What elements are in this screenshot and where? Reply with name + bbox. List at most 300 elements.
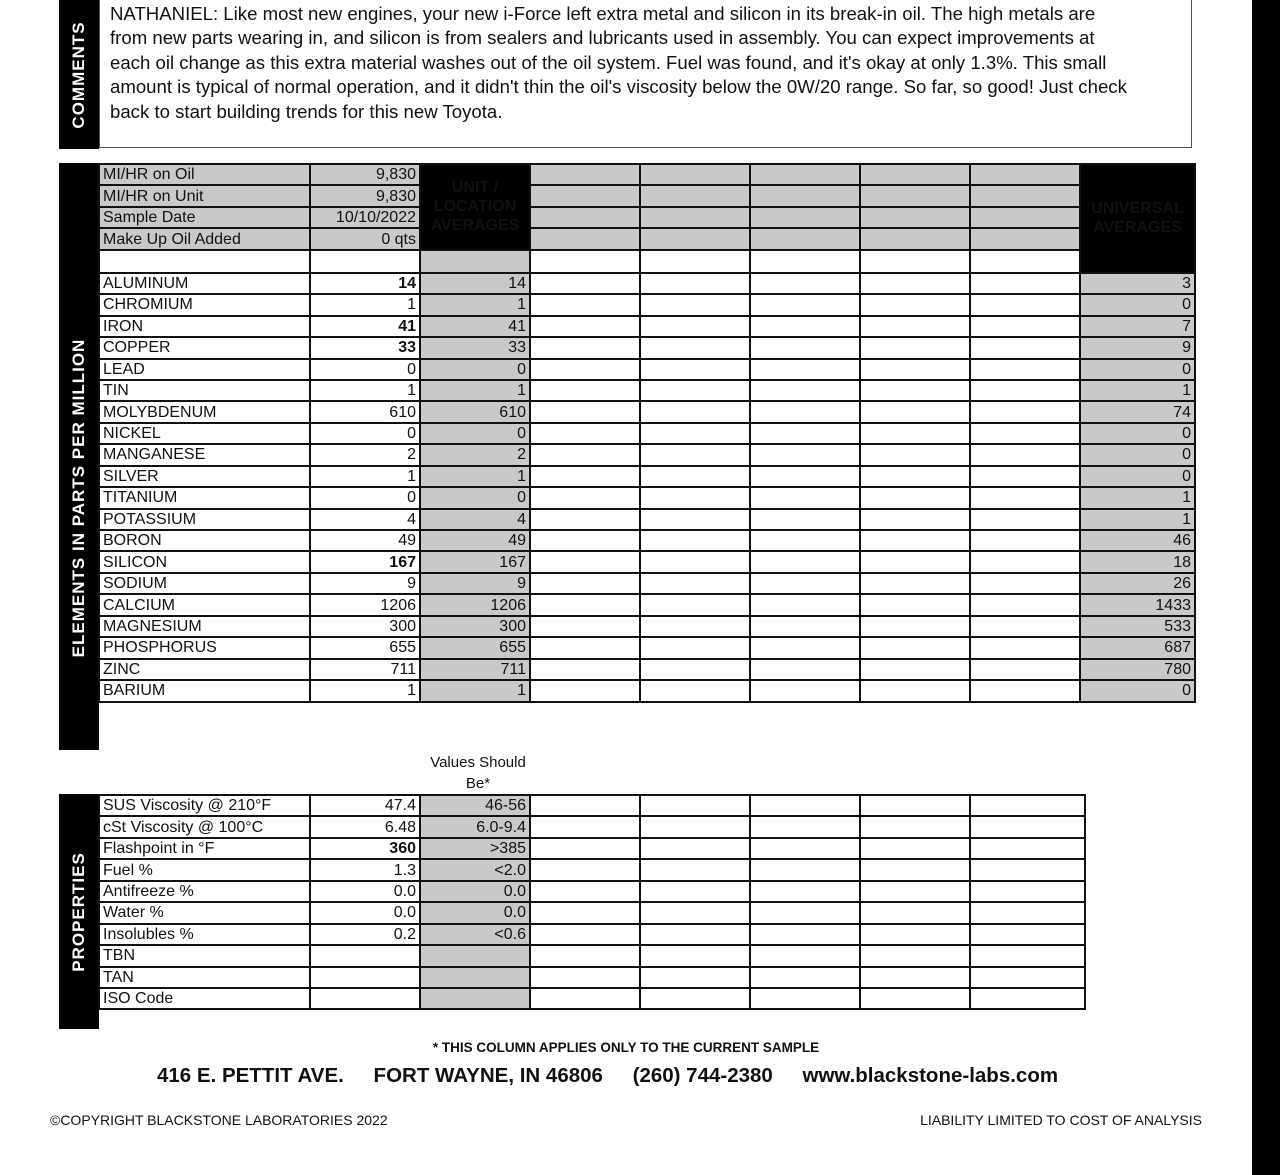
history-cell <box>640 924 750 945</box>
header-label: Sample Date <box>99 207 310 228</box>
property-value <box>310 967 420 988</box>
element-unit-average: 711 <box>420 659 530 680</box>
element-unit-average: 1206 <box>420 594 530 615</box>
element-row <box>99 316 1195 337</box>
history-cell <box>860 207 970 228</box>
history-cell <box>530 185 640 206</box>
property-name: TAN <box>99 967 310 988</box>
history-cell <box>970 594 1080 615</box>
history-cell <box>530 637 640 658</box>
element-value: 33 <box>310 337 420 358</box>
history-cell <box>860 530 970 551</box>
element-value: 610 <box>310 401 420 422</box>
element-name: CALCIUM <box>99 594 310 615</box>
website-link[interactable]: www.blackstone-labs.com <box>802 1064 1059 1087</box>
element-universal-average: 0 <box>1080 466 1195 487</box>
property-should-be: 6.0-9.4 <box>420 816 530 837</box>
history-cell <box>750 273 860 294</box>
element-universal-average: 0 <box>1080 423 1195 444</box>
element-row <box>99 551 1195 572</box>
history-cell <box>530 273 640 294</box>
property-row <box>99 988 1085 1009</box>
element-value: 1 <box>310 380 420 401</box>
history-cell <box>860 337 970 358</box>
history-cell <box>860 838 970 859</box>
history-cell <box>640 228 750 249</box>
history-cell <box>750 659 860 680</box>
history-cell <box>860 816 970 837</box>
history-cell <box>530 924 640 945</box>
history-cell <box>750 380 860 401</box>
history-cell <box>640 616 750 637</box>
history-cell <box>970 444 1080 465</box>
history-cell <box>970 988 1085 1009</box>
element-row <box>99 423 1195 444</box>
element-name: CHROMIUM <box>99 294 310 315</box>
element-unit-average: 167 <box>420 551 530 572</box>
element-row <box>99 530 1195 551</box>
history-cell <box>530 594 640 615</box>
element-universal-average: 533 <box>1080 616 1195 637</box>
element-unit-average: 2 <box>420 444 530 465</box>
properties-table <box>98 794 1086 1010</box>
element-universal-average: 0 <box>1080 294 1195 315</box>
element-value: 300 <box>310 616 420 637</box>
property-row <box>99 945 1085 966</box>
history-cell <box>970 659 1080 680</box>
property-row <box>99 838 1085 859</box>
history-cell <box>970 816 1085 837</box>
property-value <box>310 945 420 966</box>
history-cell <box>860 509 970 530</box>
history-cell <box>750 316 860 337</box>
element-row <box>99 337 1195 358</box>
history-cell <box>640 316 750 337</box>
property-value: 0.2 <box>310 924 420 945</box>
element-name: MANGANESE <box>99 444 310 465</box>
elements-table <box>98 163 1196 703</box>
history-cell <box>530 988 640 1009</box>
element-unit-average: 41 <box>420 316 530 337</box>
element-universal-average: 1 <box>1080 509 1195 530</box>
history-cell <box>860 659 970 680</box>
spacer-cell <box>310 250 420 273</box>
element-row <box>99 380 1195 401</box>
history-cell <box>640 337 750 358</box>
element-row <box>99 401 1195 422</box>
element-value: 0 <box>310 423 420 444</box>
history-cell <box>750 988 860 1009</box>
element-value: 2 <box>310 444 420 465</box>
element-name: SODIUM <box>99 573 310 594</box>
property-should-be <box>420 967 530 988</box>
history-cell <box>970 859 1085 880</box>
header-label: MI/HR on Unit <box>99 185 310 206</box>
property-should-be: 0.0 <box>420 902 530 923</box>
property-value: 47.4 <box>310 795 420 816</box>
history-cell <box>860 967 970 988</box>
element-name: ALUMINUM <box>99 273 310 294</box>
property-name: Fuel % <box>99 859 310 880</box>
property-name: Antifreeze % <box>99 881 310 902</box>
history-cell <box>530 616 640 637</box>
history-cell <box>750 530 860 551</box>
history-cell <box>640 573 750 594</box>
property-value: 0.0 <box>310 902 420 923</box>
element-value: 0 <box>310 359 420 380</box>
history-cell <box>530 294 640 315</box>
history-cell <box>640 594 750 615</box>
history-cell <box>640 164 750 185</box>
property-value: 360 <box>310 838 420 859</box>
history-cell <box>750 945 860 966</box>
history-cell <box>640 359 750 380</box>
element-name: MOLYBDENUM <box>99 401 310 422</box>
history-cell <box>750 795 860 816</box>
history-cell <box>750 573 860 594</box>
history-cell <box>750 838 860 859</box>
element-row <box>99 509 1195 530</box>
element-name: BARIUM <box>99 680 310 701</box>
history-cell <box>640 881 750 902</box>
history-cell <box>640 859 750 880</box>
history-cell <box>530 967 640 988</box>
history-cell <box>860 945 970 966</box>
header-row <box>99 185 1195 206</box>
history-cell <box>530 551 640 572</box>
history-cell <box>860 164 970 185</box>
element-unit-average: 1 <box>420 380 530 401</box>
element-value: 1 <box>310 466 420 487</box>
history-cell <box>640 207 750 228</box>
elements-sidebar <box>59 163 99 750</box>
history-cell <box>860 444 970 465</box>
history-cell <box>530 316 640 337</box>
element-unit-average: 1 <box>420 680 530 701</box>
history-cell <box>970 551 1080 572</box>
history-cell <box>970 530 1080 551</box>
elements-label: ELEMENTS IN PARTS PER MILLION <box>69 338 88 657</box>
history-cell <box>860 228 970 249</box>
history-cell <box>530 487 640 508</box>
history-cell <box>530 207 640 228</box>
property-should-be <box>420 945 530 966</box>
element-value: 1206 <box>310 594 420 615</box>
element-universal-average: 780 <box>1080 659 1195 680</box>
history-cell <box>750 859 860 880</box>
history-cell <box>750 680 860 701</box>
history-cell <box>970 616 1080 637</box>
history-cell <box>530 530 640 551</box>
history-cell <box>640 273 750 294</box>
element-universal-average: 0 <box>1080 359 1195 380</box>
property-row <box>99 795 1085 816</box>
history-cell <box>970 228 1080 249</box>
spacer-cell <box>970 250 1080 273</box>
history-cell <box>530 659 640 680</box>
element-name: BORON <box>99 530 310 551</box>
element-name: TITANIUM <box>99 487 310 508</box>
history-cell <box>750 164 860 185</box>
element-unit-average: 33 <box>420 337 530 358</box>
spacer-cell <box>860 250 970 273</box>
history-cell <box>970 680 1080 701</box>
history-cell <box>530 380 640 401</box>
history-cell <box>530 444 640 465</box>
history-cell <box>750 924 860 945</box>
street-address: 416 E. PETTIT AVE. <box>157 1064 344 1087</box>
element-name: MAGNESIUM <box>99 616 310 637</box>
property-should-be: >385 <box>420 838 530 859</box>
history-cell <box>860 185 970 206</box>
history-cell <box>640 680 750 701</box>
history-cell <box>970 573 1080 594</box>
history-cell <box>530 423 640 444</box>
element-row <box>99 294 1195 315</box>
element-universal-average: 18 <box>1080 551 1195 572</box>
history-cell <box>860 573 970 594</box>
header-value: 10/10/2022 <box>310 207 420 228</box>
property-row <box>99 859 1085 880</box>
history-cell <box>860 316 970 337</box>
spacer-cell <box>750 250 860 273</box>
property-value: 0.0 <box>310 881 420 902</box>
element-universal-average: 1 <box>1080 487 1195 508</box>
history-cell <box>640 551 750 572</box>
element-universal-average: 3 <box>1080 273 1195 294</box>
element-name: LEAD <box>99 359 310 380</box>
history-cell <box>970 185 1080 206</box>
element-unit-average: 655 <box>420 637 530 658</box>
lab-address <box>157 1064 1058 1088</box>
history-cell <box>970 273 1080 294</box>
header-value: 9,830 <box>310 185 420 206</box>
history-cell <box>530 881 640 902</box>
property-name: TBN <box>99 945 310 966</box>
history-cell <box>640 945 750 966</box>
element-name: PHOSPHORUS <box>99 637 310 658</box>
element-row <box>99 680 1195 701</box>
property-name: SUS Viscosity @ 210°F <box>99 795 310 816</box>
history-cell <box>640 423 750 444</box>
element-universal-average: 7 <box>1080 316 1195 337</box>
property-row <box>99 902 1085 923</box>
history-cell <box>750 594 860 615</box>
history-cell <box>860 795 970 816</box>
history-cell <box>860 616 970 637</box>
element-unit-average: 0 <box>420 423 530 444</box>
element-unit-average: 14 <box>420 273 530 294</box>
element-value: 655 <box>310 637 420 658</box>
history-cell <box>970 423 1080 444</box>
history-cell <box>750 967 860 988</box>
property-name: Water % <box>99 902 310 923</box>
element-name: NICKEL <box>99 423 310 444</box>
history-cell <box>750 902 860 923</box>
history-cell <box>970 902 1085 923</box>
history-cell <box>530 945 640 966</box>
history-cell <box>860 359 970 380</box>
history-cell <box>970 945 1085 966</box>
comments-sidebar <box>59 0 99 149</box>
history-cell <box>750 509 860 530</box>
element-universal-average: 0 <box>1080 444 1195 465</box>
history-cell <box>640 838 750 859</box>
history-cell <box>860 924 970 945</box>
property-value: 1.3 <box>310 859 420 880</box>
history-cell <box>970 164 1080 185</box>
element-unit-average: 300 <box>420 616 530 637</box>
history-cell <box>640 487 750 508</box>
element-unit-average: 49 <box>420 530 530 551</box>
header-label: Make Up Oil Added <box>99 228 310 249</box>
element-unit-average: 0 <box>420 359 530 380</box>
element-unit-average: 4 <box>420 509 530 530</box>
history-cell <box>750 637 860 658</box>
history-cell <box>970 316 1080 337</box>
element-row <box>99 616 1195 637</box>
history-cell <box>970 838 1085 859</box>
history-cell <box>970 380 1080 401</box>
history-cell <box>750 816 860 837</box>
property-name: cSt Viscosity @ 100°C <box>99 816 310 837</box>
spacer-cell <box>99 250 310 273</box>
history-cell <box>860 273 970 294</box>
history-cell <box>860 487 970 508</box>
element-name: SILVER <box>99 466 310 487</box>
history-cell <box>860 380 970 401</box>
element-value: 9 <box>310 573 420 594</box>
header-value: 0 qts <box>310 228 420 249</box>
history-cell <box>860 881 970 902</box>
history-cell <box>750 616 860 637</box>
header-value: 9,830 <box>310 164 420 185</box>
copyright-text: ©COPYRIGHT BLACKSTONE LABORATORIES 2022 <box>50 1112 388 1128</box>
history-cell <box>530 509 640 530</box>
history-cell <box>970 795 1085 816</box>
property-name: Flashpoint in °F <box>99 838 310 859</box>
element-row <box>99 659 1195 680</box>
history-cell <box>640 902 750 923</box>
property-should-be <box>420 988 530 1009</box>
history-cell <box>530 838 640 859</box>
history-cell <box>640 637 750 658</box>
history-cell <box>640 967 750 988</box>
values-should-be-label: Values Should Be* <box>430 754 526 792</box>
unit-averages-header: UNIT / LOCATION AVERAGES <box>420 164 530 250</box>
history-cell <box>860 551 970 572</box>
history-cell <box>750 359 860 380</box>
property-should-be: <0.6 <box>420 924 530 945</box>
history-cell <box>640 294 750 315</box>
property-value: 6.48 <box>310 816 420 837</box>
element-row <box>99 444 1195 465</box>
spacer-cell <box>640 250 750 273</box>
property-should-be: 46-56 <box>420 795 530 816</box>
history-cell <box>970 337 1080 358</box>
header-row <box>99 164 1195 185</box>
history-cell <box>860 594 970 615</box>
header-label: MI/HR on Oil <box>99 164 310 185</box>
history-cell <box>750 466 860 487</box>
history-cell <box>970 294 1080 315</box>
element-row <box>99 573 1195 594</box>
history-cell <box>640 444 750 465</box>
phone-number: (260) 744-2380 <box>632 1064 773 1087</box>
element-universal-average: 46 <box>1080 530 1195 551</box>
history-cell <box>530 337 640 358</box>
element-unit-average: 0 <box>420 487 530 508</box>
element-value: 4 <box>310 509 420 530</box>
element-value: 1 <box>310 294 420 315</box>
element-name: TIN <box>99 380 310 401</box>
history-cell <box>530 359 640 380</box>
history-cell <box>530 164 640 185</box>
history-cell <box>530 816 640 837</box>
history-cell <box>970 359 1080 380</box>
properties-label: PROPERTIES <box>69 851 88 972</box>
property-should-be: <2.0 <box>420 859 530 880</box>
properties-sidebar <box>59 794 99 1029</box>
history-cell <box>750 228 860 249</box>
property-name: ISO Code <box>99 988 310 1009</box>
history-cell <box>970 509 1080 530</box>
history-cell <box>750 185 860 206</box>
element-name: SILICON <box>99 551 310 572</box>
spacer-cell <box>420 250 530 273</box>
element-row <box>99 273 1195 294</box>
spacer-row <box>99 250 1195 273</box>
history-cell <box>530 859 640 880</box>
property-value <box>310 988 420 1009</box>
history-cell <box>750 487 860 508</box>
history-cell <box>750 423 860 444</box>
element-name: COPPER <box>99 337 310 358</box>
comments-label: COMMENTS <box>69 20 88 129</box>
history-cell <box>750 337 860 358</box>
element-universal-average: 74 <box>1080 401 1195 422</box>
column-note: * THIS COLUMN APPLIES ONLY TO THE CURRENT SAMPLE <box>432 1040 820 1055</box>
element-unit-average: 9 <box>420 573 530 594</box>
city-address: FORT WAYNE, IN 46806 <box>373 1064 603 1087</box>
element-universal-average: 26 <box>1080 573 1195 594</box>
history-cell <box>970 967 1085 988</box>
element-unit-average: 1 <box>420 294 530 315</box>
element-name: IRON <box>99 316 310 337</box>
element-universal-average: 687 <box>1080 637 1195 658</box>
history-cell <box>530 228 640 249</box>
property-row <box>99 924 1085 945</box>
history-cell <box>530 902 640 923</box>
history-cell <box>640 401 750 422</box>
header-row <box>99 207 1195 228</box>
property-name: Insolubles % <box>99 924 310 945</box>
element-value: 711 <box>310 659 420 680</box>
property-row <box>99 816 1085 837</box>
element-unit-average: 1 <box>420 466 530 487</box>
history-cell <box>970 207 1080 228</box>
history-cell <box>970 401 1080 422</box>
history-cell <box>640 659 750 680</box>
history-cell <box>750 401 860 422</box>
history-cell <box>860 902 970 923</box>
history-cell <box>860 859 970 880</box>
history-cell <box>530 795 640 816</box>
history-cell <box>860 637 970 658</box>
history-cell <box>750 207 860 228</box>
comments-text: NATHANIEL: Like most new engines, your new i-Force left extra metal and silicon in its break-in oil. The high metals are from new parts wearing in, and silicon is from sealers and lubricants used in assembly. You can expect improvements at each oil change as this extra material washes out of the oil system. Fuel was found, and it's okay at only 1.3%. This small amount is typical of normal operation, and it didn't thin the oil's viscosity below the 0W/20 range. So far, so good! Just check back to start building trends for this new Toyota. <box>110 3 1127 122</box>
header-row <box>99 228 1195 249</box>
